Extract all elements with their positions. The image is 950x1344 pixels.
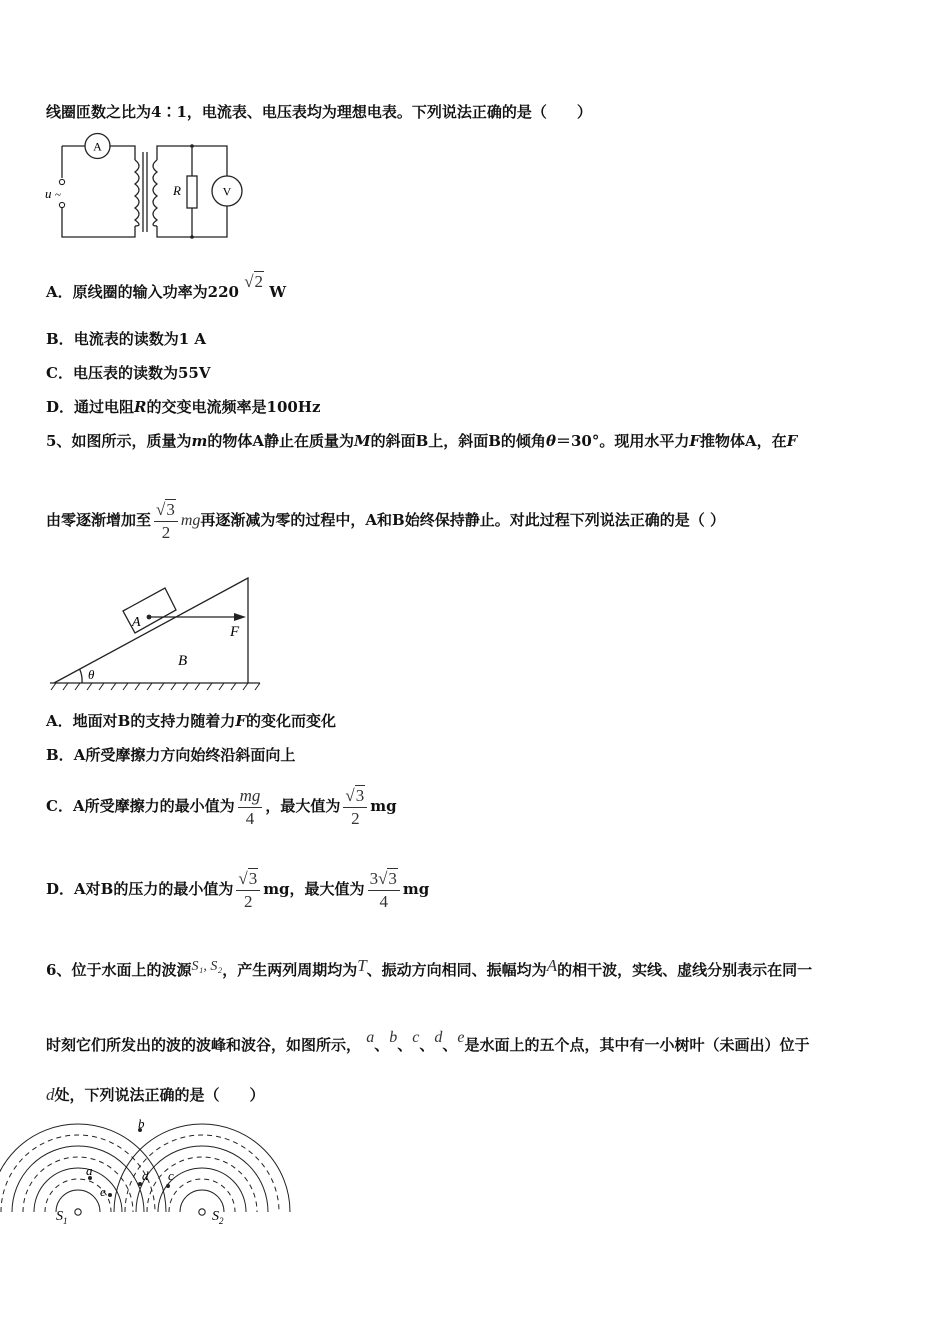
sqrt-2: √2 (244, 272, 264, 291)
q5-option-b[interactable]: B．A所受摩擦力方向始终沿斜面向上 (46, 746, 296, 764)
q4-option-c[interactable]: C．电压表的读数为55V (46, 364, 211, 382)
q4-stem: 线圈匝数之比为4∶1，电流表、电压表均为理想电表。下列说法正确的是（ ） (46, 103, 592, 121)
incline-b-label: B (178, 653, 188, 669)
angle-theta-label: θ (88, 667, 95, 682)
ammeter-label: A (93, 139, 102, 154)
force-f-label: F (230, 624, 240, 640)
voltmeter-label: V (222, 184, 232, 199)
s1-label: $S_1$ (56, 1209, 68, 1226)
q6-stem-line3: d处，下列说法正确的是（ ） (46, 1085, 265, 1104)
fraction-sqrt3-over-2: $\frac{√3}{2}$ (236, 868, 260, 913)
block-a-label: A (132, 615, 141, 630)
q5-option-a[interactable]: A．地面对B的支持力随着力F的变化而变化 (46, 712, 336, 730)
fraction-sqrt3-over-2: $\frac{√3}{2}$ (343, 785, 367, 830)
q4-option-b[interactable]: B．电流表的读数为1 A (46, 330, 206, 348)
ac-symbol: ~ (55, 189, 61, 201)
q5-stem-line2: 由零逐渐增加至 $\frac{√3}{2}$ mg再逐渐减为零的过程中，A和B始终保持静止。对此过程下列说法正确的是（ ） (46, 499, 725, 542)
fraction-3sqrt3-over-4: $\frac{3√3}{4}$ (368, 868, 400, 913)
incline-figure (48, 575, 264, 693)
point-d-label: d (142, 1168, 149, 1183)
source-label: u (45, 186, 52, 201)
point-c-label: c (168, 1168, 174, 1183)
q6-stem-line1: 6、位于水面上的波源S₁, S₂，产生两列周期均为T、振动方向相同、振幅均为A的相干波，实线、虚线分别表示在同一 (46, 956, 813, 979)
resistor-label: R (173, 183, 181, 198)
fraction-sqrt3-over-2: $\frac{√3}{2}$ (154, 499, 178, 544)
q5-option-d[interactable]: D．A对B的压力的最小值为 $\frac{√3}{2}$ mg，最大值为 $\frac{3√3}{4}$ mg (46, 868, 430, 911)
wave-interference-figure (48, 1118, 238, 1230)
q5-stem-line1: 5、如图所示，质量为m的物体A静止在质量为M的斜面B上，斜面B的倾角θ＝30°。现用水平力F推物体A，在F (46, 432, 798, 450)
fraction-mg-over-4: $\frac{mg}{4}$ (239, 785, 261, 828)
sources-symbol: S₁, S₂ (191, 959, 223, 974)
s2-label: $S_2$ (212, 1209, 224, 1226)
q4-option-a[interactable]: A．原线圈的输入功率为220 √2 W (46, 272, 287, 301)
q6-stem-line2: 时刻它们所发出的波的波峰和波谷，如图所示， a、b、c、d、e是水面上的五个点，其中有一小树叶（未画出）位于 (46, 1029, 810, 1054)
transformer-circuit-figure (40, 132, 250, 244)
q5-option-c[interactable]: C．A所受摩擦力的最小值为 $\frac{mg}{4}$ ，最大值为 $\frac{√3}{2}$ mg (46, 785, 397, 828)
point-b-label: b (138, 1116, 145, 1131)
q4-option-d[interactable]: D．通过电阻R的交变电流频率是100Hz (46, 398, 321, 416)
point-a-label: a (86, 1163, 93, 1178)
point-e-label: e (100, 1184, 106, 1199)
